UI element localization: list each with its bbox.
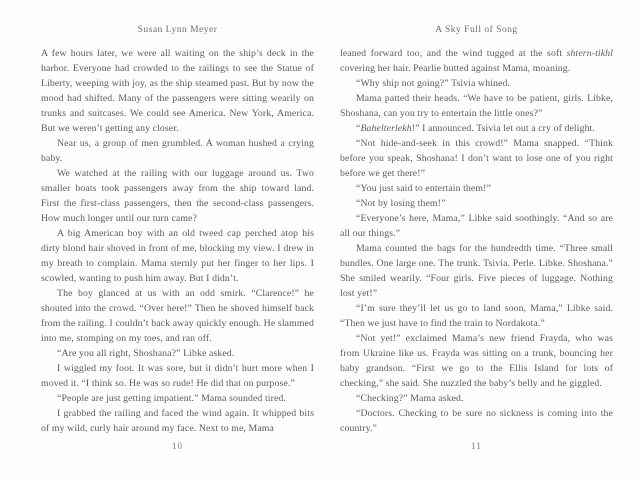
paragraph: “People are just getting impatient.” Mama sounded tired.: [57, 393, 286, 404]
paragraph: “Are you all right, Shoshana?” Libke asked.: [57, 348, 235, 359]
left-page: [41, 0, 314, 480]
paragraph: leaned forward too, and the wind tugged at the soft shtern-tikhl covering her hair. Pearlie butted against Mama, moaning.: [340, 48, 613, 74]
paragraph: “Not hide-and-seek in this crowd!” Mama snapped. “Think before you speak, Shoshana! I don’t want to lose one of you right before we get there!”: [340, 138, 613, 179]
right-page-body: [340, 46, 613, 436]
italic-term: shtern-tikhl: [566, 48, 613, 59]
paragraph: Near us, a group of men grumbled. A woman hushed a crying baby.: [41, 138, 314, 164]
left-page-body: [41, 46, 314, 436]
paragraph: A few hours later, we were all waiting on the ship’s deck in the harbor. Everyone had crowded to the railings to see the Statue of Liberty, weeping with joy, as the ship steamed past. But by now the mood had shifted. Many of the passengers were sitting wearily on trunks and suitcases. We could see America. New York, America. But we weren’t getting any closer.: [41, 48, 314, 134]
paragraph: We watched at the railing with our luggage around us. Two smaller boats took passengers away from the ship toward land. First the first-class passengers, then the second-class passengers. How much longer until our turn came?: [41, 168, 314, 224]
left-running-header: Susan Lynn Meyer: [137, 25, 218, 35]
paragraph: “Not yet!” exclaimed Mama’s new friend Frayda, who was from Ukraine like us. Frayda was sitting on a trunk, bouncing her baby grandson. “First we go to the Ellis Island for lots of checking,” she said. She nuzzled the baby’s belly and he giggled.: [340, 333, 613, 389]
right-running-header: A Sky Full of Song: [435, 25, 518, 35]
paragraph: “Everyone’s here, Mama,” Libke said soothingly. “And so are all our things.”: [340, 213, 613, 239]
right-page-number: 11: [471, 441, 482, 451]
paragraph: “Why ship not going?” Tsivia whined.: [356, 78, 511, 89]
paragraph: “Bahelterlekh!” I announced. Tsivia let out a cry of delight.: [356, 123, 595, 134]
paragraph: “Checking?” Mama asked.: [356, 393, 464, 404]
paragraph: “I’m sure they’ll let us go to land soon, Mama,” Libke said. “Then we just have to find the train to Nordakota.”: [340, 303, 613, 329]
paragraph: I wiggled my foot. It was sore, but it didn’t hurt more when I moved it. “I think so. He was so rude! He did that on purpose.”: [41, 363, 314, 389]
paragraph: “You just said to entertain them!”: [356, 183, 491, 194]
paragraph: A big American boy with an old tweed cap perched atop his dirty blond hair shoved in front of me, blocking my view. I drew in my breath to complain. Mama sternly put her finger to her lips. I scowled, wanting to push him away. But I didn’t.: [41, 228, 314, 284]
paragraph: The boy glanced at us with an odd smirk. “Clarence!” he shouted into the crowd. “Over here!” Then he shoved himself back from the railing. I couldn’t back away quickly enough. He slammed into me, stomping on my toes, and ran off.: [41, 288, 314, 344]
paragraph: “Not by losing them!”: [356, 198, 446, 209]
left-page-number: 10: [172, 441, 183, 451]
paragraph: Mama counted the bags for the hundredth time. “Three small bundles. One large one. The trunk. Tsivia. Perle. Libke. Shoshana.” She smiled wearily. “Four girls. Five pieces of luggage. Nothing lost yet!”: [340, 243, 613, 299]
paragraph: Mama patted their heads. “We have to be patient, girls. Libke, Shoshana, can you try to entertain the little ones?”: [340, 93, 613, 119]
paragraph: “Doctors. Checking to be sure no sickness is coming into the country.”: [340, 408, 613, 434]
paragraph: I grabbed the railing and faced the wind again. It whipped bits of my wild, curly hair around my face. Next to me, Mama: [41, 408, 314, 434]
italic-term: Bahelterlekh: [360, 123, 412, 134]
right-page: [340, 0, 613, 480]
